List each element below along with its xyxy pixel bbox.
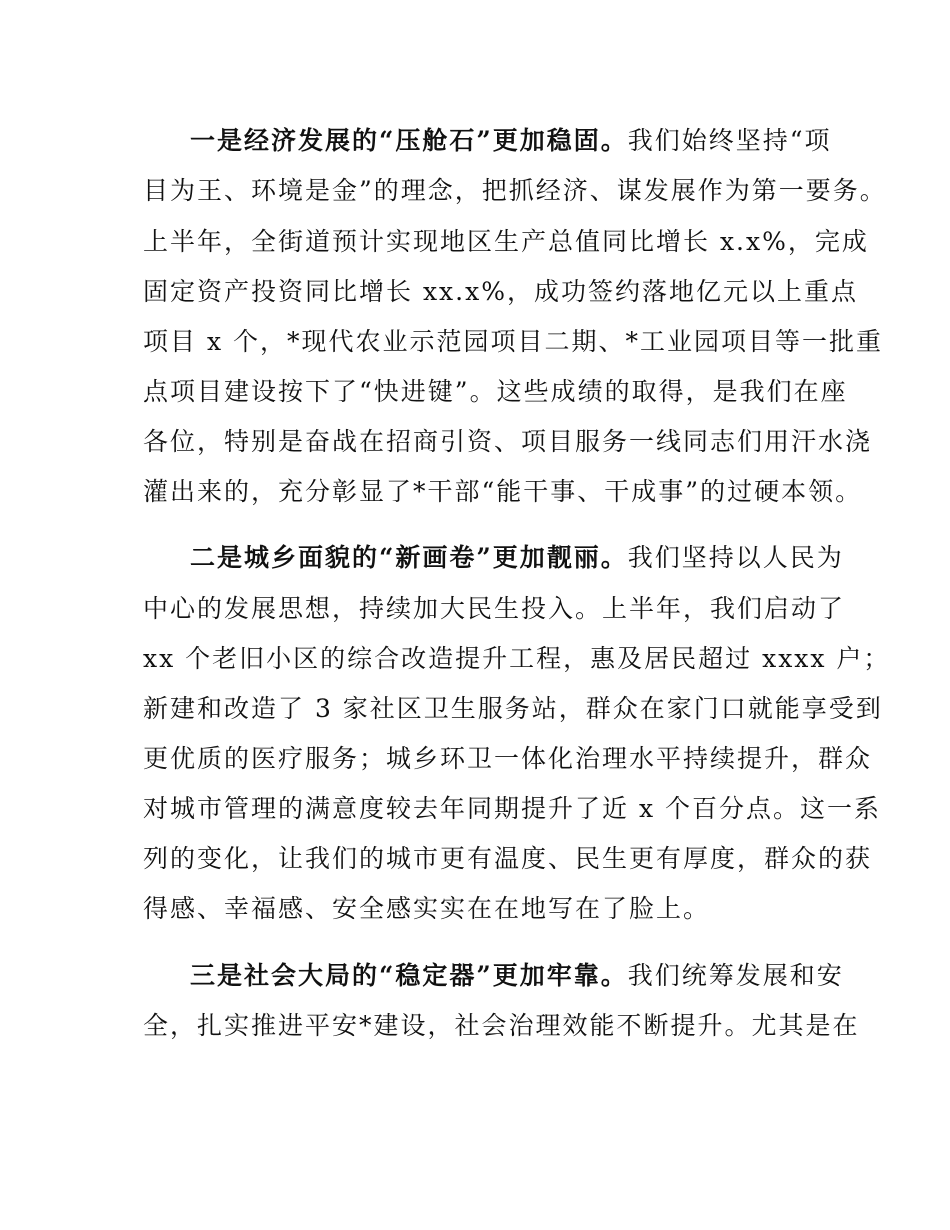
paragraph-2-text: 我们坚持以人民为 [627,543,844,572]
paragraph-1-line-8: 灌出来的，充分彰显了*干部“能干事、干成事”的过硬本领。 [143,477,863,506]
paragraph-2-line-4: 新建和改造了 3 家社区卫生服务站，群众在家门口就能享受到 [143,694,883,723]
paragraph-1-line-1 [190,121,870,161]
paragraph-2-line-7: 列的变化，让我们的城市更有温度、民生更有厚度，群众的获 [143,844,873,873]
paragraph-1-text: 我们始终坚持“项 [627,126,832,155]
paragraph-2-line-2: 中心的发展思想，持续加大民生投入。上半年，我们启动了 [143,594,846,623]
paragraph-2-line-6: 对城市管理的满意度较去年同期提升了近 x 个百分点。这一系 [143,794,881,823]
paragraph-1-line-3: 上半年，全街道预计实现地区生产总值同比增长 x.x%，完成 [143,227,869,256]
paragraph-2-line-1 [190,538,870,578]
paragraph-2-line-8: 得感、幸福感、安全感实实在在地写在了脸上。 [143,894,711,923]
paragraph-2-line-5: 更优质的医疗服务；城乡环卫一体化治理水平持续提升，群众 [143,744,873,773]
paragraph-3-lead: 三是社会大局的“稳定器”更加牢靠。 [190,961,628,990]
paragraph-3-line-1 [190,956,870,996]
paragraph-3-line-2: 全，扎实推进平安*建设，社会治理效能不断提升。尤其是在 [143,1011,860,1040]
paragraph-1-line-2: 目为王、环境是金”的理念，把抓经济、谋发展作为第一要务。 [143,176,887,205]
paragraph-2-line-3: xx 个老旧小区的综合改造提升工程，惠及居民超过 xxxx 户； [143,644,891,673]
paragraph-1-line-4: 固定资产投资同比增长 xx.x%，成功签约落地亿元以上重点 [143,277,858,306]
paragraph-1-lead: 一是经济发展的“压舱石”更加稳固。 [190,126,628,155]
paragraph-1-line-6: 点项目建设按下了“快进键”。这些成绩的取得，是我们在座 [143,377,848,406]
paragraph-1-line-5: 项目 x 个，*现代农业示范园项目二期、*工业园项目等一批重 [143,327,883,356]
paragraph-3-text: 我们统筹发展和安 [627,961,844,990]
paragraph-1-line-7: 各位，特别是奋战在招商引资、项目服务一线同志们用汗水浇 [143,427,873,456]
paragraph-2-lead: 二是城乡面貌的“新画卷”更加靓丽。 [190,543,628,572]
